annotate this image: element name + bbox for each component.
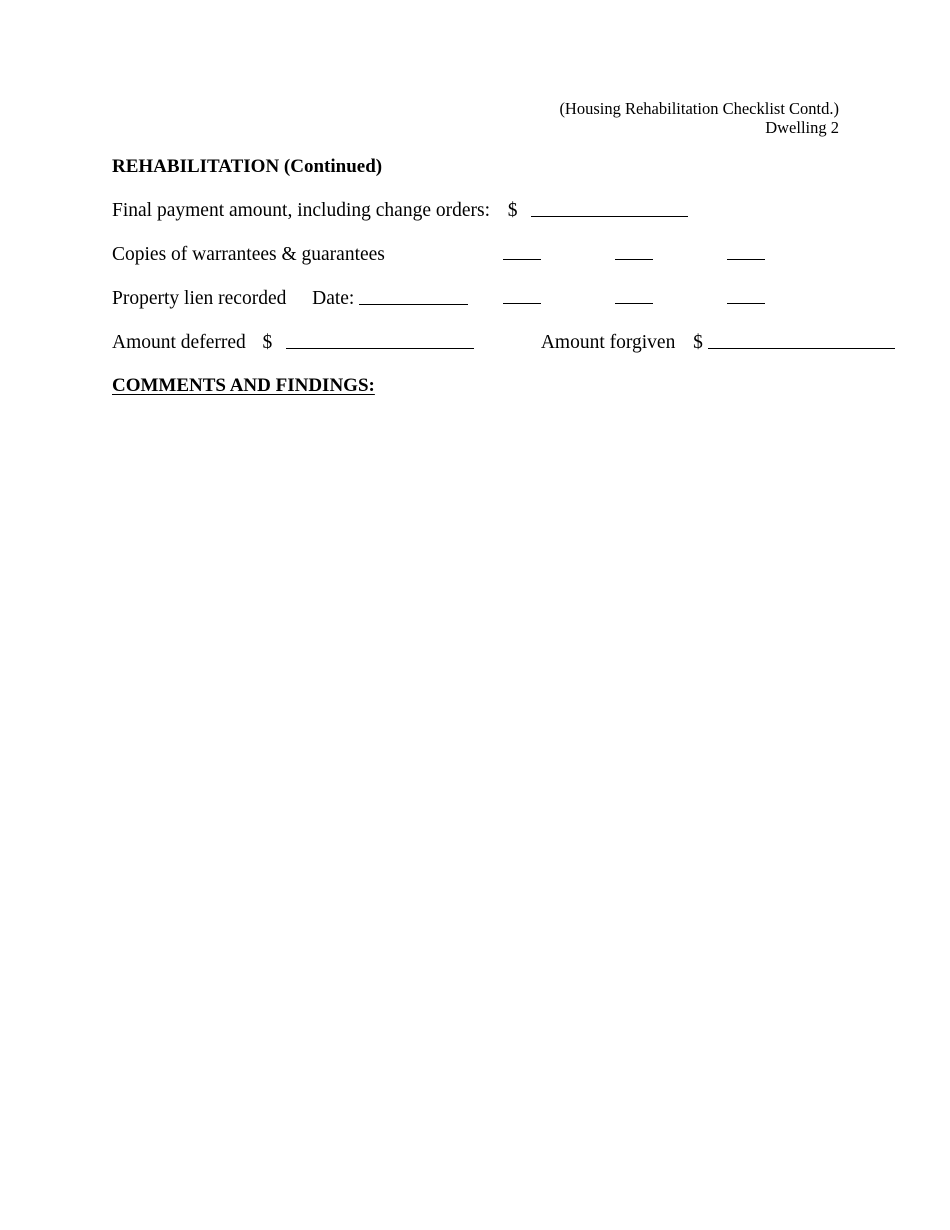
warrantees-blank-2[interactable] bbox=[615, 243, 653, 260]
amount-forgiven-currency: $ bbox=[693, 332, 703, 353]
field-row-final-payment bbox=[112, 199, 688, 223]
final-payment-currency: $ bbox=[507, 200, 518, 221]
property-lien-date-label: Date: bbox=[312, 288, 355, 309]
amount-deferred-input[interactable] bbox=[286, 334, 474, 349]
final-payment-label: Final payment amount, including change orders: bbox=[112, 200, 490, 221]
property-lien-blank-3[interactable] bbox=[727, 287, 765, 304]
document-header bbox=[559, 99, 839, 137]
field-row-amounts bbox=[112, 331, 895, 355]
amount-deferred-currency: $ bbox=[262, 332, 273, 353]
amount-forgiven-input[interactable] bbox=[708, 334, 895, 349]
warrantees-blank-1[interactable] bbox=[503, 243, 541, 260]
field-row-warrantees bbox=[112, 243, 385, 267]
header-line-checklist: (Housing Rehabilitation Checklist Contd.) bbox=[559, 99, 839, 118]
header-line-dwelling: Dwelling 2 bbox=[765, 118, 839, 137]
field-row-property-lien bbox=[112, 287, 468, 311]
comments-and-findings-heading: COMMENTS AND FINDINGS: bbox=[112, 375, 375, 396]
final-payment-input[interactable] bbox=[531, 202, 688, 217]
property-lien-blank-1[interactable] bbox=[503, 287, 541, 304]
amount-deferred-label: Amount deferred bbox=[112, 332, 246, 353]
property-lien-date-input[interactable] bbox=[359, 290, 468, 305]
amount-forgiven-label: Amount forgiven bbox=[540, 332, 676, 353]
property-lien-blank-2[interactable] bbox=[615, 287, 653, 304]
warrantees-label: Copies of warrantees & guarantees bbox=[112, 244, 385, 265]
section-title-rehabilitation: REHABILITATION (Continued) bbox=[112, 156, 383, 177]
warrantees-blank-3[interactable] bbox=[727, 243, 765, 260]
property-lien-label: Property lien recorded bbox=[112, 288, 287, 309]
